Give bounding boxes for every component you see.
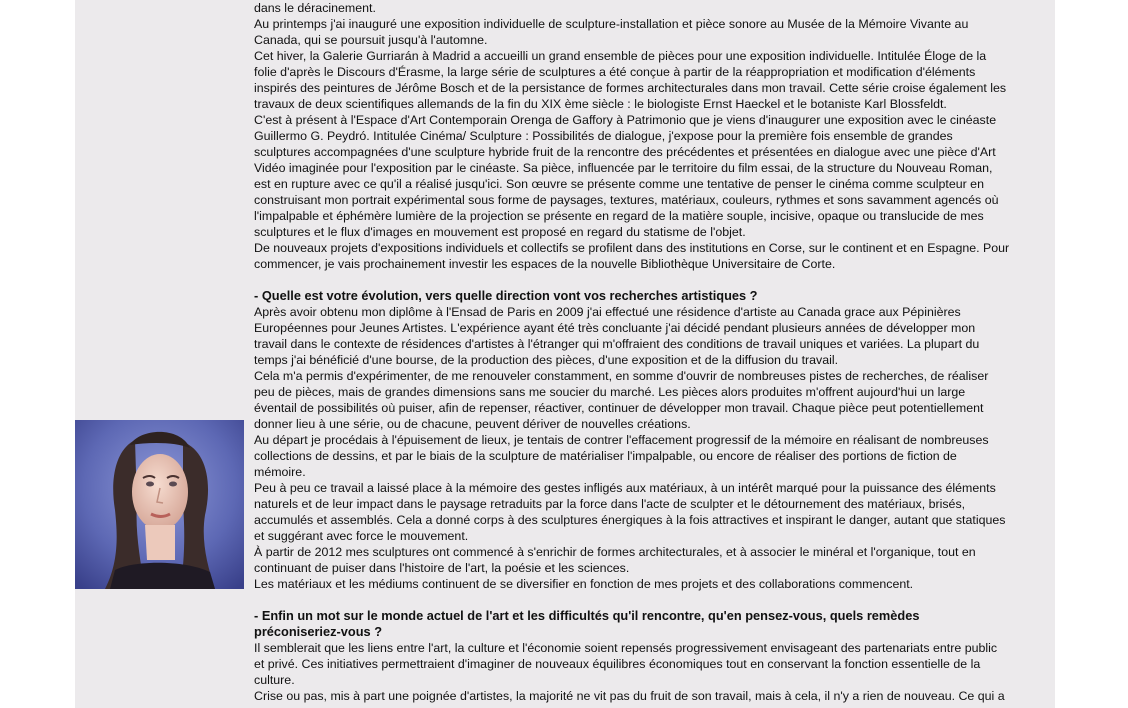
paragraph-line: inspirés des peintures de Jérôme Bosch et de la persistance de formes architecturales dans mon travail. Cette série croise également les (254, 81, 1007, 95)
answer-line: Peu à peu ce travail a laissé place à la mémoire des gestes infligés aux matériaux, à un intérêt marqué pour la puissance des éléments (254, 481, 996, 495)
question-heading-1: - Quelle est votre évolution, vers quelle direction vont vos recherches artistiques ? (254, 288, 758, 303)
paragraph-line: est en rupture avec ce qu'il a réalisé jusqu'ici. Son œuvre se présente comme une tentative de penser le cinéma comme sculpteur en (254, 177, 984, 191)
answer-line: Crise ou pas, mis à part une poignée d'artistes, la majorité ne vit pas du fruit de son travail, mais à cela, il n'y a rien de nouveau. Ce qui a (254, 689, 1005, 703)
question-heading-2: - Enfin un mot sur le monde actuel de l'art et les difficultés qu'il rencontre, qu'en pensez-vous, quels remèdes (254, 608, 920, 623)
answer-line: mémoire. (254, 465, 306, 479)
answer-line: Européennes pour Jeunes Artistes. L'expérience ayant été très concluante j'ai décidé pendant plusieurs années de développer mon (254, 321, 976, 335)
answer-line: continuant de puiser dans l'histoire de l'art, la poésie et les sciences. (254, 561, 630, 575)
paragraph-line: l'impalpable et éphémère lumière de la projection se présente en regard de la matière souple, incisive, opaque ou translucide de mes (254, 209, 984, 223)
answer-line: culture. (254, 673, 295, 687)
paragraph-line: Vidéo imaginée pour l'exposition par le cinéaste. Sa pièce, influencée par le territoire du film essai, de la structure du Nouveau Roman, (254, 161, 993, 175)
paragraph-line: commencer, je vais prochainement investir les espaces de la nouvelle Bibliothèque Universitaire de Corte. (254, 257, 836, 271)
answer-line: À partir de 2012 mes sculptures ont commencé à s'enrichir de formes architecturales, et à associer le minéral et l'organique, tout en (254, 545, 976, 559)
answer-line: naturels et de leur impact dans le paysage retraduits par la force dans l'acte de sculpter et le détournement des matériaux, brisés, (254, 497, 966, 511)
answer-line: éventail de possibilités où puiser, afin de repenser, réactiver, continuer de développer mon travail. Chaque pièce peut potentiellement (254, 401, 984, 415)
answer-line: Cela m'a permis d'expérimenter, de me renouveler constamment, en somme d'ouvrir de nombreuses pistes de recherches, de réaliser (254, 369, 989, 383)
answer-line: Au départ je procédais à l'épuisement de lieux, je tentais de contrer l'effacement progressif de la mémoire en réalisant de nombreuses (254, 433, 989, 447)
answer-line: peu de pièces, mais de grandes dimensions sans me soucier du marché. Les pièces alors produites m'offrent aujourd'hui un large (254, 385, 966, 399)
paragraph-line: Cet hiver, la Galerie Gurriarán à Madrid a accueilli un grand ensemble de pièces pour une exposition individuelle. Intitulée Éloge de la (254, 49, 987, 63)
paragraph-line: C'est à présent à l'Espace d'Art Contemporain Orenga de Gaffory à Patrimonio que je viens d'inaugurer une exposition avec le cinéaste (254, 113, 997, 127)
paragraph-line: Au printemps j'ai inauguré une exposition individuelle de sculpture-installation et pièce sonore au Musée de la Mémoire Vivante au (254, 17, 969, 31)
question-heading-2-cont: préconiseriez-vous ? (254, 624, 383, 639)
paragraph-line: folie d'après le Discours d'Érasme, la large série de sculptures a été conçue à partir de la réappropriation et modification d'éléments (254, 65, 976, 79)
paragraph-line: sculptures et le flux d'images en mouvement est proposé en regard du statisme de l'objet. (254, 225, 746, 239)
answer-line: collections de dessins, et par le biais de la sculpture de matérialiser l'impalpable, ou encore de réaliser des portions de fiction de (254, 449, 957, 463)
answer-line: donner lieu à une série, ou de chacune, peuvent dériver de nouvelles créations. (254, 417, 691, 431)
answer-line: travail dans le contexte de résidences d'artistes à l'étranger qui m'offraient des conditions de travail uniques et variées. La plupart du (254, 337, 980, 351)
answer-line: Les matériaux et les médiums continuent de se diversifier en fonction de mes projets et des collaborations commencent. (254, 577, 914, 591)
answer-line: accumulés et assemblés. Cela a donné corps à des sculptures énergiques à la fois attractives et inspirant le danger, autant que statiques (254, 513, 1006, 527)
paragraph-gap (254, 272, 1054, 288)
answer-line: Il semblerait que les liens entre l'art, la culture et l'économie soient repensés progressivement envisageant des partenariats entre public (254, 641, 998, 655)
answer-line: temps j'ai bénéficié d'une bourse, de la production des pièces, d'une exposition et de la diffusion du travail. (254, 353, 839, 367)
paragraph-line: sculptures accompagnées d'une sculpture hybride fruit de la rencontre des précédentes et présentées en dialogue avec une pièce d'Art (254, 145, 996, 159)
artist-portrait-photo (75, 420, 244, 589)
paragraph-line: Canada, qui se poursuit jusqu'à l'automne. (254, 33, 488, 47)
paragraph-line: Guillermo G. Peydró. Intitulée Cinéma/ Sculpture : Possibilités de dialogue, j'expose pour la première fois ensemble de grandes (254, 129, 953, 143)
paragraph-line: travaux de deux scientifiques allemands de la fin du XIX ème siècle : le biologiste Ernst Haeckel et le botaniste Karl Blossfeldt. (254, 97, 947, 111)
answer-line: et suggérant avec force le mouvement. (254, 529, 469, 543)
paragraph-gap (254, 592, 1054, 608)
paragraph-line: De nouveaux projets d'expositions individuels et collectifs se profilent dans des institutions en Corse, sur le continent et en Espagne. Pour (254, 241, 1010, 255)
paragraph-line: dans le déracinement. (254, 1, 376, 15)
answer-line: et privé. Ces initiatives permettraient d'imaginer de nouveaux équilibres économiques tout en conservant la fonction essentielle de la (254, 657, 981, 671)
interview-article (254, 0, 1054, 704)
answer-line: Après avoir obtenu mon diplôme à l'Ensad de Paris en 2009 j'ai effectué une résidence d'artiste au Canada grace aux Pépinières (254, 305, 961, 319)
paragraph-line: construisant mon portrait expérimental sous forme de paysages, textures, matériaux, couleurs, rythmes et sons savamment agencés où (254, 193, 999, 207)
